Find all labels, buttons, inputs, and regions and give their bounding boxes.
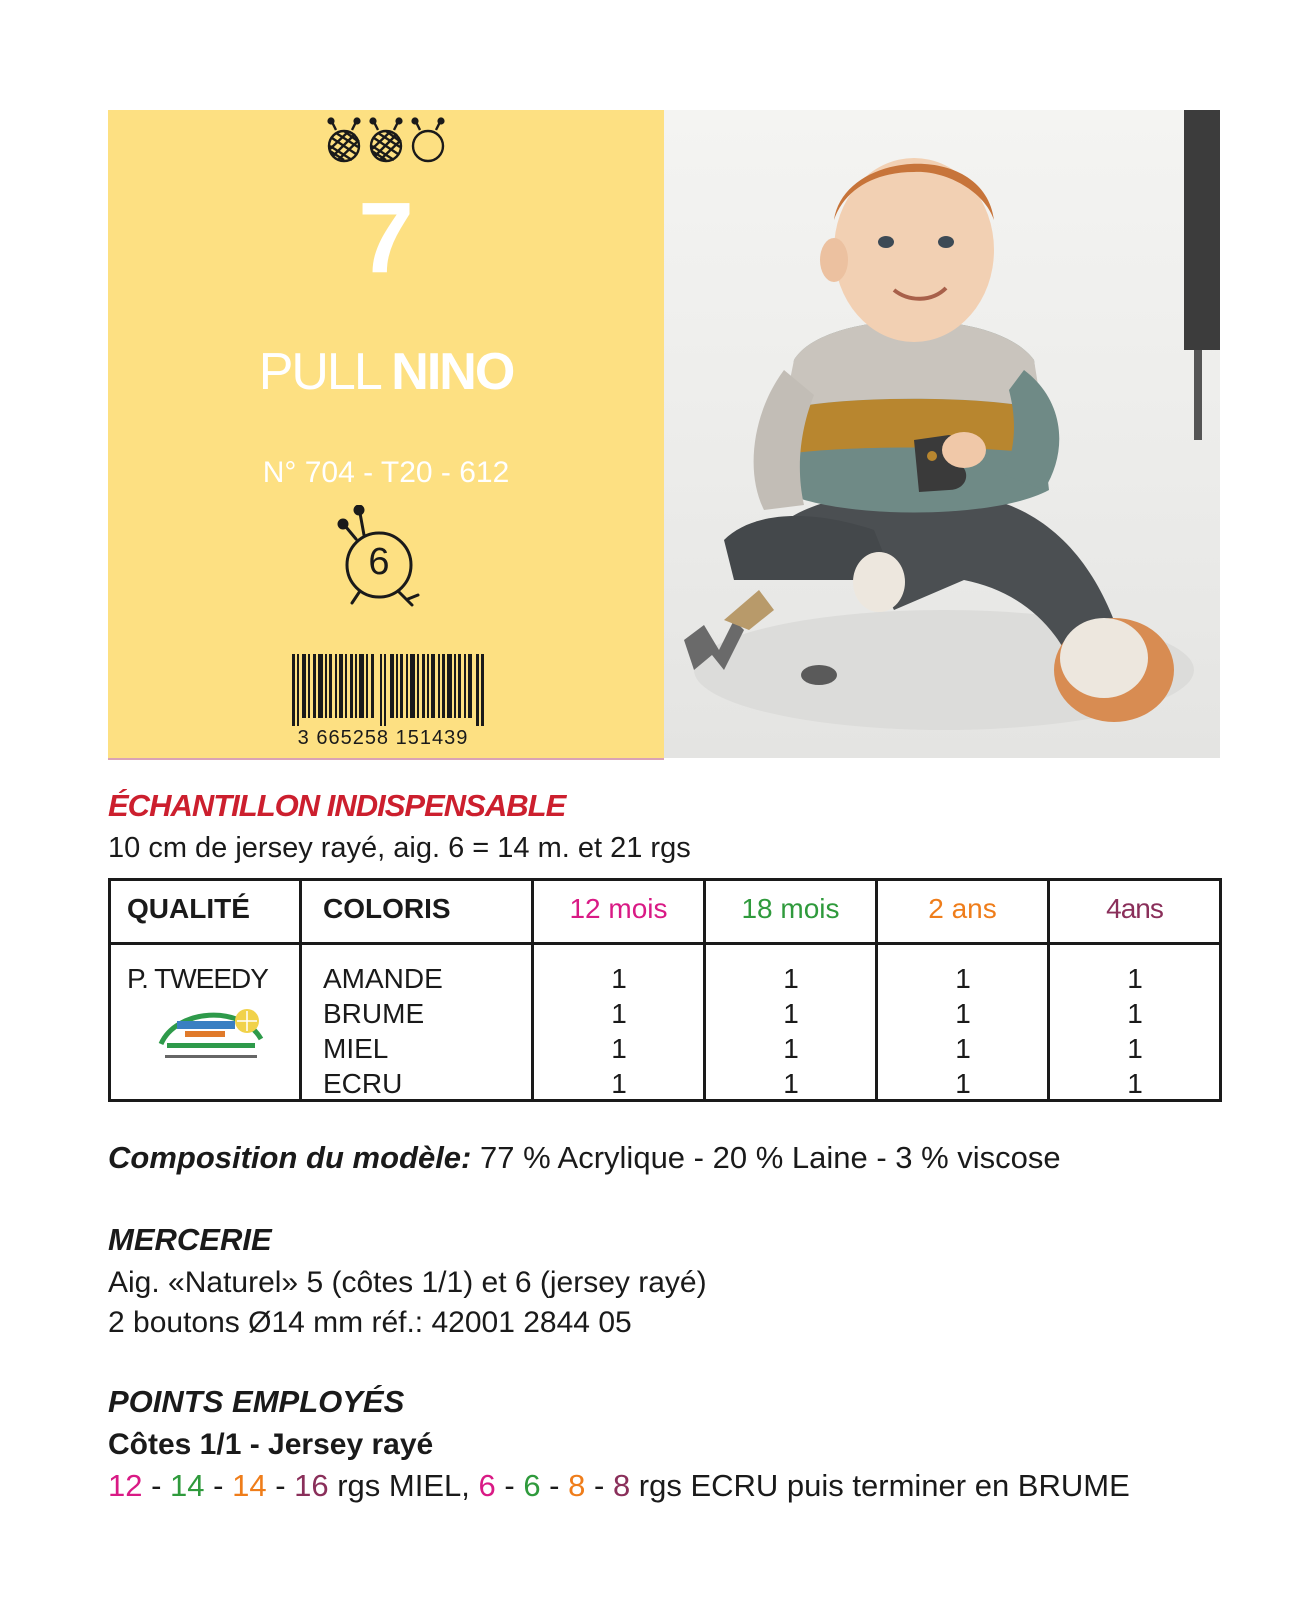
yarn-table: [108, 878, 1222, 1102]
ecru-rows-4-ans: 8: [612, 1468, 631, 1503]
qty-cell: 1: [1127, 998, 1143, 1029]
separator: -: [142, 1468, 171, 1503]
pattern-number: 7: [358, 182, 414, 294]
barcode: [292, 654, 484, 726]
ecru-rows-2-ans: 8: [568, 1468, 586, 1503]
separator: -: [204, 1468, 233, 1503]
pattern-title-light: PULL: [258, 343, 379, 401]
color-item: MIEL: [323, 1033, 389, 1064]
miel-rows-4-ans: 16: [294, 1468, 329, 1503]
pattern-reference: N° 704 - T20 - 612: [262, 456, 510, 489]
qty-cell: 1: [955, 963, 971, 994]
qty-cell: 1: [1127, 1068, 1143, 1099]
mercerie-needles: Aig. «Naturel» 5 (côtes 1/1) et 6 (jersey rayé): [108, 1266, 707, 1299]
gauge-heading: ÉCHANTILLON INDISPENSABLE: [108, 788, 566, 823]
qty-cell: 1: [611, 963, 627, 994]
points-stitches: Côtes 1/1 - Jersey rayé: [108, 1428, 434, 1461]
miel-rows-18-mois: 14: [170, 1468, 205, 1503]
miel-text: rgs MIEL,: [328, 1468, 479, 1503]
oeko-tex-confidence-textile-logo: [151, 999, 271, 1069]
qty-cell: 1: [1127, 1033, 1143, 1064]
qty-cell: 1: [611, 1033, 627, 1064]
table-divider: [299, 881, 302, 1099]
points-heading: POINTS EMPLOYÉS: [108, 1384, 405, 1419]
miel-rows-12-mois: 12: [108, 1468, 143, 1503]
color-item: AMANDE: [323, 963, 443, 994]
composition-value: 77 % Acrylique - 20 % Laine - 3 % viscose: [471, 1140, 1061, 1175]
miel-rows-2-ans: 14: [232, 1468, 267, 1503]
mercerie-heading: MERCERIE: [108, 1222, 272, 1257]
qty-column-2-ans: [878, 961, 1048, 1101]
header-quality: QUALITÉ: [127, 893, 250, 924]
header-size-4-ans: 4ans: [1106, 893, 1163, 924]
qty-cell: 1: [1127, 963, 1143, 994]
knitting-needle-badge-icon: [328, 505, 438, 615]
qty-column-4-ans: [1050, 961, 1220, 1101]
qty-cell: 1: [955, 1033, 971, 1064]
stripe-sequence: [108, 1468, 1130, 1504]
qty-cell: 1: [783, 963, 799, 994]
qty-column-18-mois: [706, 961, 876, 1101]
yarn-ball-difficulty-icon: [324, 116, 448, 168]
header-size-12-mois: 12 mois: [569, 893, 668, 924]
gauge-text: 10 cm de jersey rayé, aig. 6 = 14 m. et 21 rgs: [108, 832, 691, 864]
separator: -: [540, 1468, 569, 1503]
ecru-rows-12-mois: 6: [478, 1468, 496, 1503]
header-size-2-ans: 2 ans: [928, 893, 997, 924]
barcode-digits: 3 665258 151439: [297, 727, 469, 749]
color-list: [323, 961, 443, 1101]
qty-cell: 1: [955, 1068, 971, 1099]
qty-cell: 1: [783, 1068, 799, 1099]
qty-cell: 1: [783, 1033, 799, 1064]
table-divider: [111, 942, 1219, 945]
qty-column-12-mois: [534, 961, 704, 1101]
color-item: BRUME: [323, 998, 425, 1029]
pattern-title: [108, 343, 664, 401]
pattern-label-card: [108, 110, 664, 760]
qty-cell: 1: [611, 998, 627, 1029]
composition-label: Composition du modèle:: [108, 1140, 472, 1175]
separator: -: [585, 1468, 613, 1503]
header-size-18-mois: 18 mois: [741, 893, 840, 924]
toddler-photo: [664, 110, 1220, 758]
pattern-title-bold: NINO: [391, 343, 514, 401]
separator: -: [266, 1468, 295, 1503]
needle-size: 6: [368, 541, 390, 583]
qty-cell: 1: [611, 1068, 627, 1099]
composition: [108, 1140, 1061, 1176]
color-item: ECRU: [323, 1068, 403, 1099]
ecru-rows-18-mois: 6: [523, 1468, 541, 1503]
qty-cell: 1: [955, 998, 971, 1029]
ecru-text: rgs ECRU puis terminer en BRUME: [630, 1468, 1130, 1503]
separator: -: [495, 1468, 524, 1503]
mercerie-buttons: 2 boutons Ø14 mm réf.: 42001 2844 05: [108, 1306, 632, 1339]
header-colors: COLORIS: [323, 893, 451, 924]
yarn-quality: P. TWEEDY: [127, 963, 268, 994]
qty-cell: 1: [783, 998, 799, 1029]
